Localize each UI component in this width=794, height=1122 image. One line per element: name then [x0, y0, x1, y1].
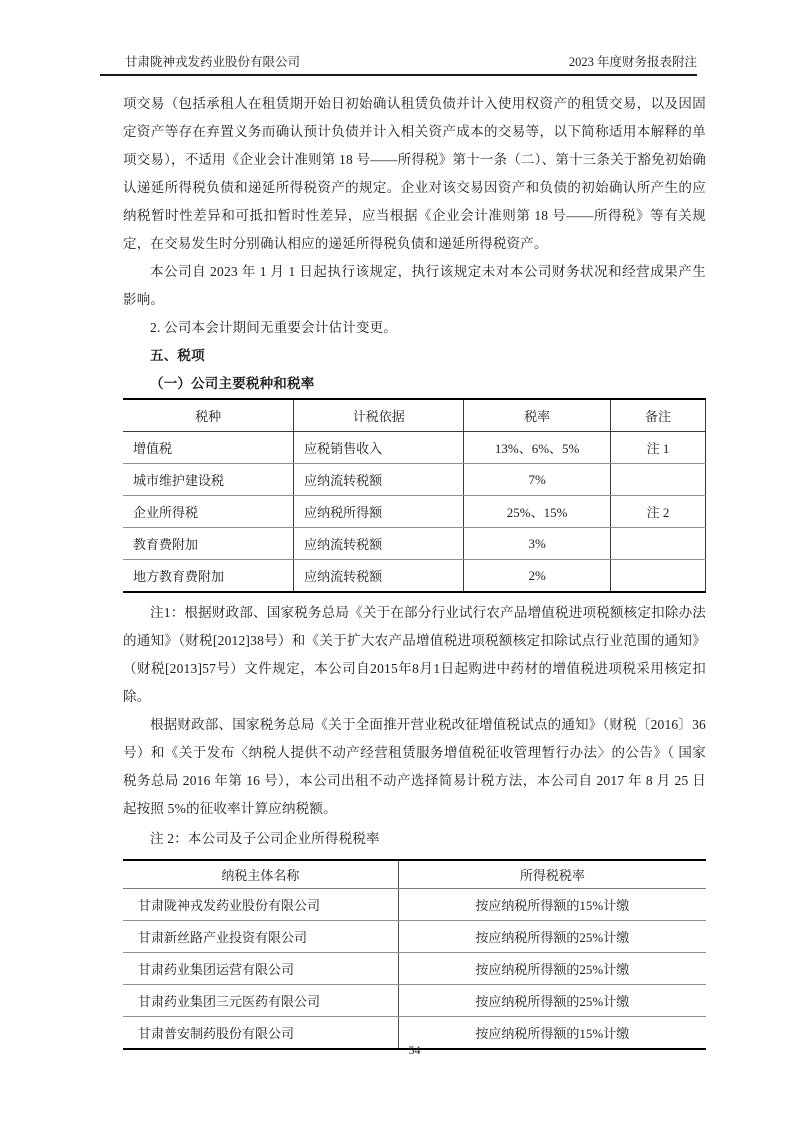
column-header: 税率: [464, 399, 611, 432]
table-cell: 按应纳税所得额的25%计缴: [398, 921, 706, 953]
tax-table-header-row: [123, 399, 706, 432]
header-divider-line: [100, 74, 697, 76]
table-cell: 应纳税所得额: [294, 496, 464, 528]
table-cell: 应纳流转税额: [294, 560, 464, 593]
table-cell: 2%: [464, 560, 611, 593]
table-cell: 甘肃药业集团运营有限公司: [123, 953, 398, 985]
column-header: 税种: [123, 399, 294, 432]
page-header: [125, 52, 697, 70]
table-cell: 3%: [464, 528, 611, 560]
income-tax-rate-table: [123, 859, 706, 1050]
table-cell: 城市维护建设税: [123, 464, 294, 496]
table-cell: [611, 464, 706, 496]
table-cell: 按应纳税所得额的25%计缴: [398, 985, 706, 1017]
page-footer: [123, 1043, 706, 1058]
table-row: [123, 496, 706, 528]
note-1-continued-paragraph: 根据财政部、国家税务总局《关于全面推开营业税改征增值税试点的通知》（财税〔2016〕36 号）和《关于发布〈纳税人提供不动产经营租赁服务增值税征收管理暂行办法〉的公告》（ 国家税务总局 2016 年第 16 号），本公司出租不动产选择简易计税方法，本公司自 2017 年 8 月 25 日起按照 5%的征收率计算应纳税额。: [123, 717, 706, 816]
table-cell: 25%、15%: [464, 496, 611, 528]
table-row: [123, 432, 706, 464]
table-cell: 地方教育费附加: [123, 560, 294, 593]
main-tax-table: [123, 398, 706, 593]
paragraph-estimate-change: 2. 公司本会计期间无重要会计估计变更。: [150, 320, 397, 335]
table-cell: [611, 528, 706, 560]
income-table-header-row: [123, 860, 706, 889]
table-cell: 增值税: [123, 432, 294, 464]
paragraph-effective-date: 本公司自 2023 年 1 月 1 日起执行该规定，执行该规定未对本公司财务状况和经营成果产生影响。: [123, 264, 706, 307]
table-cell: 应纳流转税额: [294, 528, 464, 560]
table-row: [123, 464, 706, 496]
page-number: 54: [408, 1043, 421, 1057]
paragraph-single-transaction-policy: 项交易（包括承租人在租赁期开始日初始确认租赁负债并计入使用权资产的租赁交易，以及因固定资产等存在弃置义务而确认预计负债并计入相关资产成本的交易等，以下简称适用本解释的单项交易），不适用《企业会计准则第 18 号——所得税》第十一条（二）、第十三条关于豁免初始确认递延所得税负债和递延所得税资产的规定。企业对该交易因资产和负债的初始确认所产生的应纳税暂时性差异和可抵扣暂时性差异，应当根据《企业会计准则第 18 号——所得税》等有关规定，在交易发生时分别确认相应的递延所得税负债和递延所得税资产。: [123, 96, 706, 251]
table-cell: 应纳流转税额: [294, 464, 464, 496]
table-cell: 企业所得税: [123, 496, 294, 528]
table-row: [123, 953, 706, 985]
table-cell: 13%、6%、5%: [464, 432, 611, 464]
table-cell: 甘肃新丝路产业投资有限公司: [123, 921, 398, 953]
header-company-name: 甘肃陇神戎发药业股份有限公司: [125, 55, 301, 69]
table-cell: 甘肃陇神戎发药业股份有限公司: [123, 889, 398, 921]
table-cell: 按应纳税所得额的25%计缴: [398, 953, 706, 985]
table-row: [123, 921, 706, 953]
table-row: [123, 560, 706, 593]
table-cell: 注 1: [611, 432, 706, 464]
table-cell: 应税销售收入: [294, 432, 464, 464]
table-cell: 注 2: [611, 496, 706, 528]
table-cell: 按应纳税所得额的15%计缴: [475, 1026, 630, 1041]
column-header: 纳税主体名称: [123, 860, 398, 889]
note-2-label: 注 2：本公司及子公司企业所得税税率: [150, 831, 380, 846]
column-header: 所得税税率: [398, 860, 706, 889]
table-cell: 甘肃药业集团三元医药有限公司: [123, 985, 398, 1017]
document-body: [123, 90, 706, 1050]
table-cell: [611, 560, 706, 593]
note-1-paragraph: 注1：根据财政部、国家税务总局《关于在部分行业试行农产品增值税进项税额核定扣除办法的通知》（财税[2012]38号）和《关于扩大农产品增值税进项税额核定扣除试点行业范围的通知》（财税[2013]57号）文件规定，本公司自2015年8月1日起购进中药材的增值税进项税采用核定扣除。: [123, 605, 706, 704]
table-row: [123, 985, 706, 1017]
table-row: [123, 889, 706, 921]
table-cell: 按应纳税所得额的15%计缴: [398, 889, 706, 921]
column-header: 备注: [611, 399, 706, 432]
table-cell: 甘肃普安制药股份有限公司: [123, 1017, 398, 1050]
table-cell: 7%: [464, 464, 611, 496]
subsection-heading-main-tax-rates: （一）公司主要税种和税率: [150, 376, 315, 391]
table-cell: 教育费附加: [123, 528, 294, 560]
column-header: 计税依据: [294, 399, 464, 432]
section-heading-taxes: 五、税项: [150, 348, 205, 363]
table-row: [123, 528, 706, 560]
header-report-title: 2023 年度财务报表附注: [568, 55, 697, 69]
